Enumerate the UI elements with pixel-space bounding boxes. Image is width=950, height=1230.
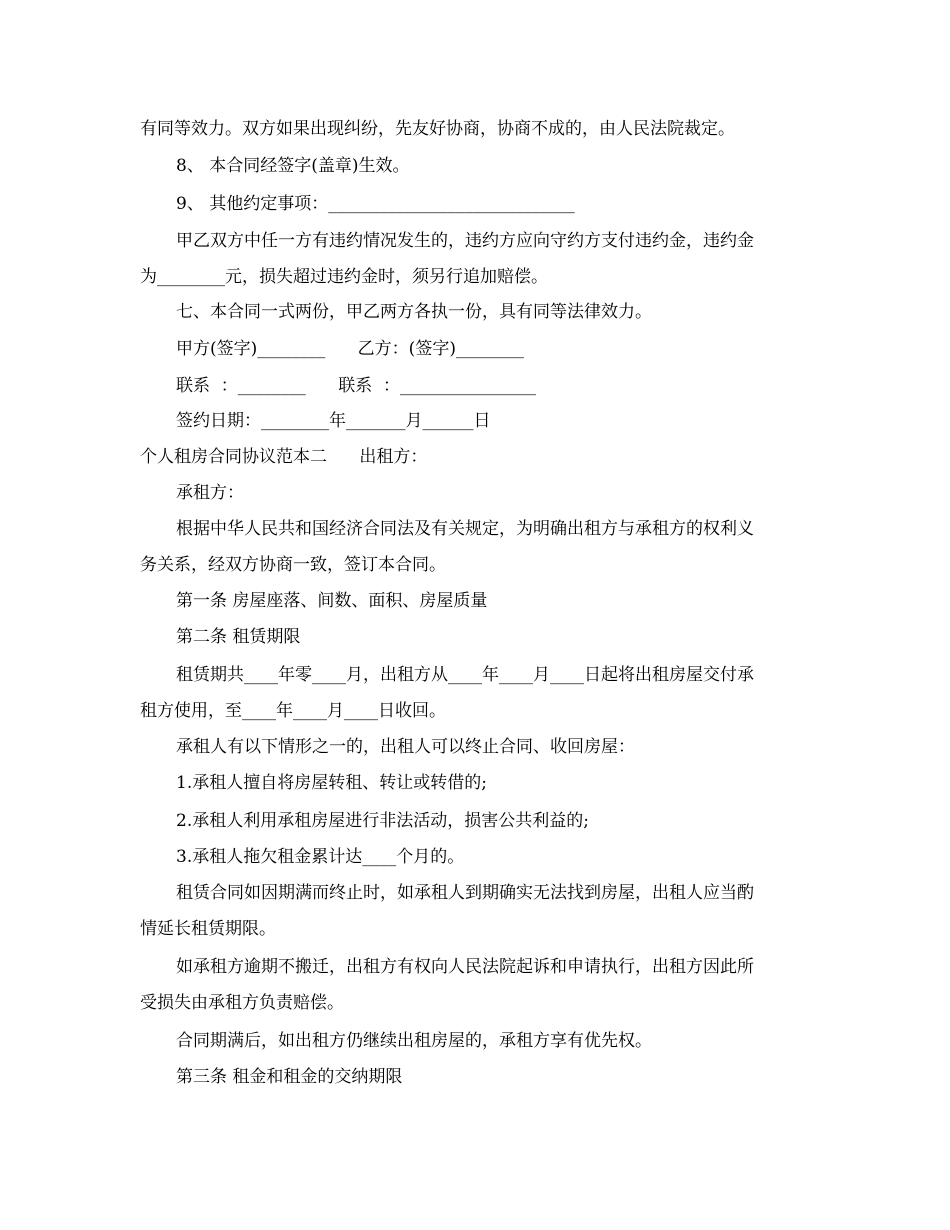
text-line: 租赁期共____年零____月，出租方从____年____月____日起将出租房屋交付承 <box>176 665 754 685</box>
text-line: 租方使用，至____年____月____日收回。 <box>140 701 446 721</box>
text-line: 受损失由承租方负责赔偿。 <box>140 993 344 1013</box>
list-item: 3.承租人拖欠租金累计达____个月的。 <box>176 847 465 867</box>
text-line: 如承租方逾期不搬迁，出租方有权向人民法院起诉和申请执行，出租方因此所 <box>176 957 754 977</box>
list-item: 2.承租人利用承租房屋进行非法活动，损害公共利益的; <box>176 811 589 831</box>
signature-line: 甲方(签字)________ 乙方：(签字)________ <box>176 339 524 359</box>
article-heading: 第一条 房屋座落、间数、面积、房屋质量 <box>176 591 488 611</box>
text-line: 承租方： <box>176 483 244 503</box>
text-line: 有同等效力。双方如果出现纠纷，先友好协商，协商不成的，由人民法院裁定。 <box>140 119 735 139</box>
article-heading: 第三条 租金和租金的交纳期限 <box>176 1067 403 1087</box>
text-line: 为________元，损失超过违约金时，须另行追加赔偿。 <box>140 267 548 287</box>
article-heading: 第二条 租赁期限 <box>176 627 301 647</box>
text-line: 根据中华人民共和国经济合同法及有关规定，为明确出租方与承租方的权利义 <box>176 519 754 539</box>
text-line: 甲乙双方中任一方有违约情况发生的，违约方应向守约方支付违约金，违约金 <box>176 231 754 251</box>
text-line: 8、 本合同经签字(盖章)生效。 <box>176 156 410 176</box>
text-line: 合同期满后，如出租方仍继续出租房屋的，承租方享有优先权。 <box>176 1031 652 1051</box>
text-line: 租赁合同如因期满而终止时，如承租人到期确实无法找到房屋，出租人应当酌 <box>176 883 754 903</box>
contact-line: 联系 ：________ 联系 ：________________ <box>176 376 537 396</box>
text-line: 情延长租赁期限。 <box>140 919 276 939</box>
text-line: 承租人有以下情形之一的，出租人可以终止合同、收回房屋： <box>176 737 635 757</box>
text-line: 七、本合同一式两份，甲乙两方各执一份，具有同等法律效力。 <box>176 302 652 322</box>
text-line: 9、 其他约定事项：_____________________________ <box>176 194 575 214</box>
text-line: 务关系，经双方协商一致，签订本合同。 <box>140 555 446 575</box>
signing-date-line: 签约日期：________年_______月______日 <box>176 411 491 431</box>
list-item: 1.承租人擅自将房屋转租、转让或转借的; <box>176 773 487 793</box>
section-title: 个人租房合同协议范本二 出租方： <box>140 447 428 467</box>
